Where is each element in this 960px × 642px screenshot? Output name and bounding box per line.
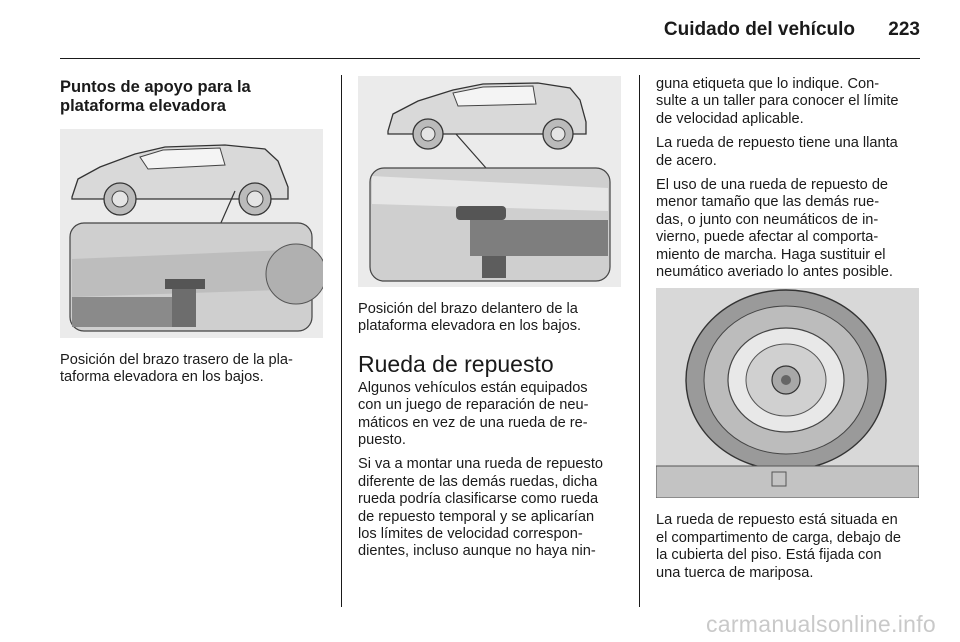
- text-line: sulte a un taller para conocer el límite: [656, 93, 899, 110]
- caption-line: una tuerca de mariposa.: [656, 564, 814, 581]
- text-line: los límites de velocidad correspon-: [358, 526, 583, 543]
- text-line: miento de marcha. Haga sustituir el: [656, 246, 886, 263]
- paragraph: [656, 76, 922, 128]
- text-line: diferente de las demás ruedas, dicha: [358, 473, 598, 490]
- text-line: puesto.: [358, 432, 406, 449]
- caption-line: el compartimento de carga, debajo de: [656, 529, 902, 546]
- text-line: neumático averiado lo antes posible.: [656, 264, 893, 281]
- page-header-title: Cuidado del vehículo: [663, 19, 855, 40]
- column-divider-2: [639, 75, 640, 607]
- caption-line: taforma elevadora en los bajos.: [60, 369, 264, 386]
- heading-line: Puntos de apoyo para la: [60, 78, 251, 96]
- paragraph: [656, 177, 922, 281]
- column-divider-1: [341, 75, 342, 607]
- column-1: [60, 78, 325, 387]
- text-line: con un juego de reparación de neu-: [358, 397, 589, 414]
- text-line: dientes, incluso aunque no haya nin-: [358, 543, 596, 560]
- caption-line: Posición del brazo trasero de la pla-: [60, 352, 293, 368]
- text-line: La rueda de repuesto tiene una llanta: [656, 135, 898, 152]
- text-line: de velocidad aplicable.: [656, 110, 804, 127]
- watermark: carmanualsonline.info: [705, 611, 936, 637]
- text-line: das, o junto con neumáticos de in-: [656, 211, 879, 228]
- caption-line: la cubierta del piso. Está fijada con: [656, 547, 882, 564]
- figure-caption: [358, 301, 624, 336]
- paragraph: [358, 380, 624, 450]
- text-line: Si va a montar una rueda de repuesto: [358, 456, 604, 473]
- figure-rear-lift-point: [60, 129, 323, 338]
- heading-line: plataforma elevadora: [60, 97, 226, 115]
- column-2: [358, 76, 624, 568]
- column-3: [656, 76, 922, 589]
- page-number: 223: [888, 19, 920, 40]
- text-line: máticos en vez de una rueda de re-: [358, 414, 588, 431]
- text-line: menor tamaño que las demás rue-: [656, 194, 880, 211]
- caption-line: La rueda de repuesto está situada en: [656, 512, 898, 529]
- section-heading-spare-wheel: Rueda de repuesto: [358, 350, 554, 377]
- figure-caption: [656, 512, 922, 582]
- text-line: vierno, puede afectar al comporta-: [656, 229, 879, 246]
- caption-line: plataforma elevadora en los bajos.: [358, 318, 582, 335]
- text-line: guna etiqueta que lo indique. Con-: [656, 76, 880, 92]
- figure-caption: [60, 352, 325, 387]
- caption-line: Posición del brazo delantero de la: [358, 301, 578, 317]
- text-line: rueda podría clasificarse como rueda: [358, 491, 599, 508]
- figure-spare-wheel: [656, 288, 919, 498]
- text-line: Algunos vehículos están equipados: [358, 379, 588, 396]
- header-rule: [60, 58, 920, 59]
- paragraph: [358, 456, 624, 560]
- paragraph: [656, 135, 922, 170]
- text-line: de repuesto temporal y se aplicarían: [358, 508, 595, 525]
- text-line: de acero.: [656, 152, 717, 169]
- section-heading: [60, 78, 325, 116]
- figure-front-lift-point: [358, 76, 621, 287]
- text-line: El uso de una rueda de repuesto de: [656, 177, 889, 194]
